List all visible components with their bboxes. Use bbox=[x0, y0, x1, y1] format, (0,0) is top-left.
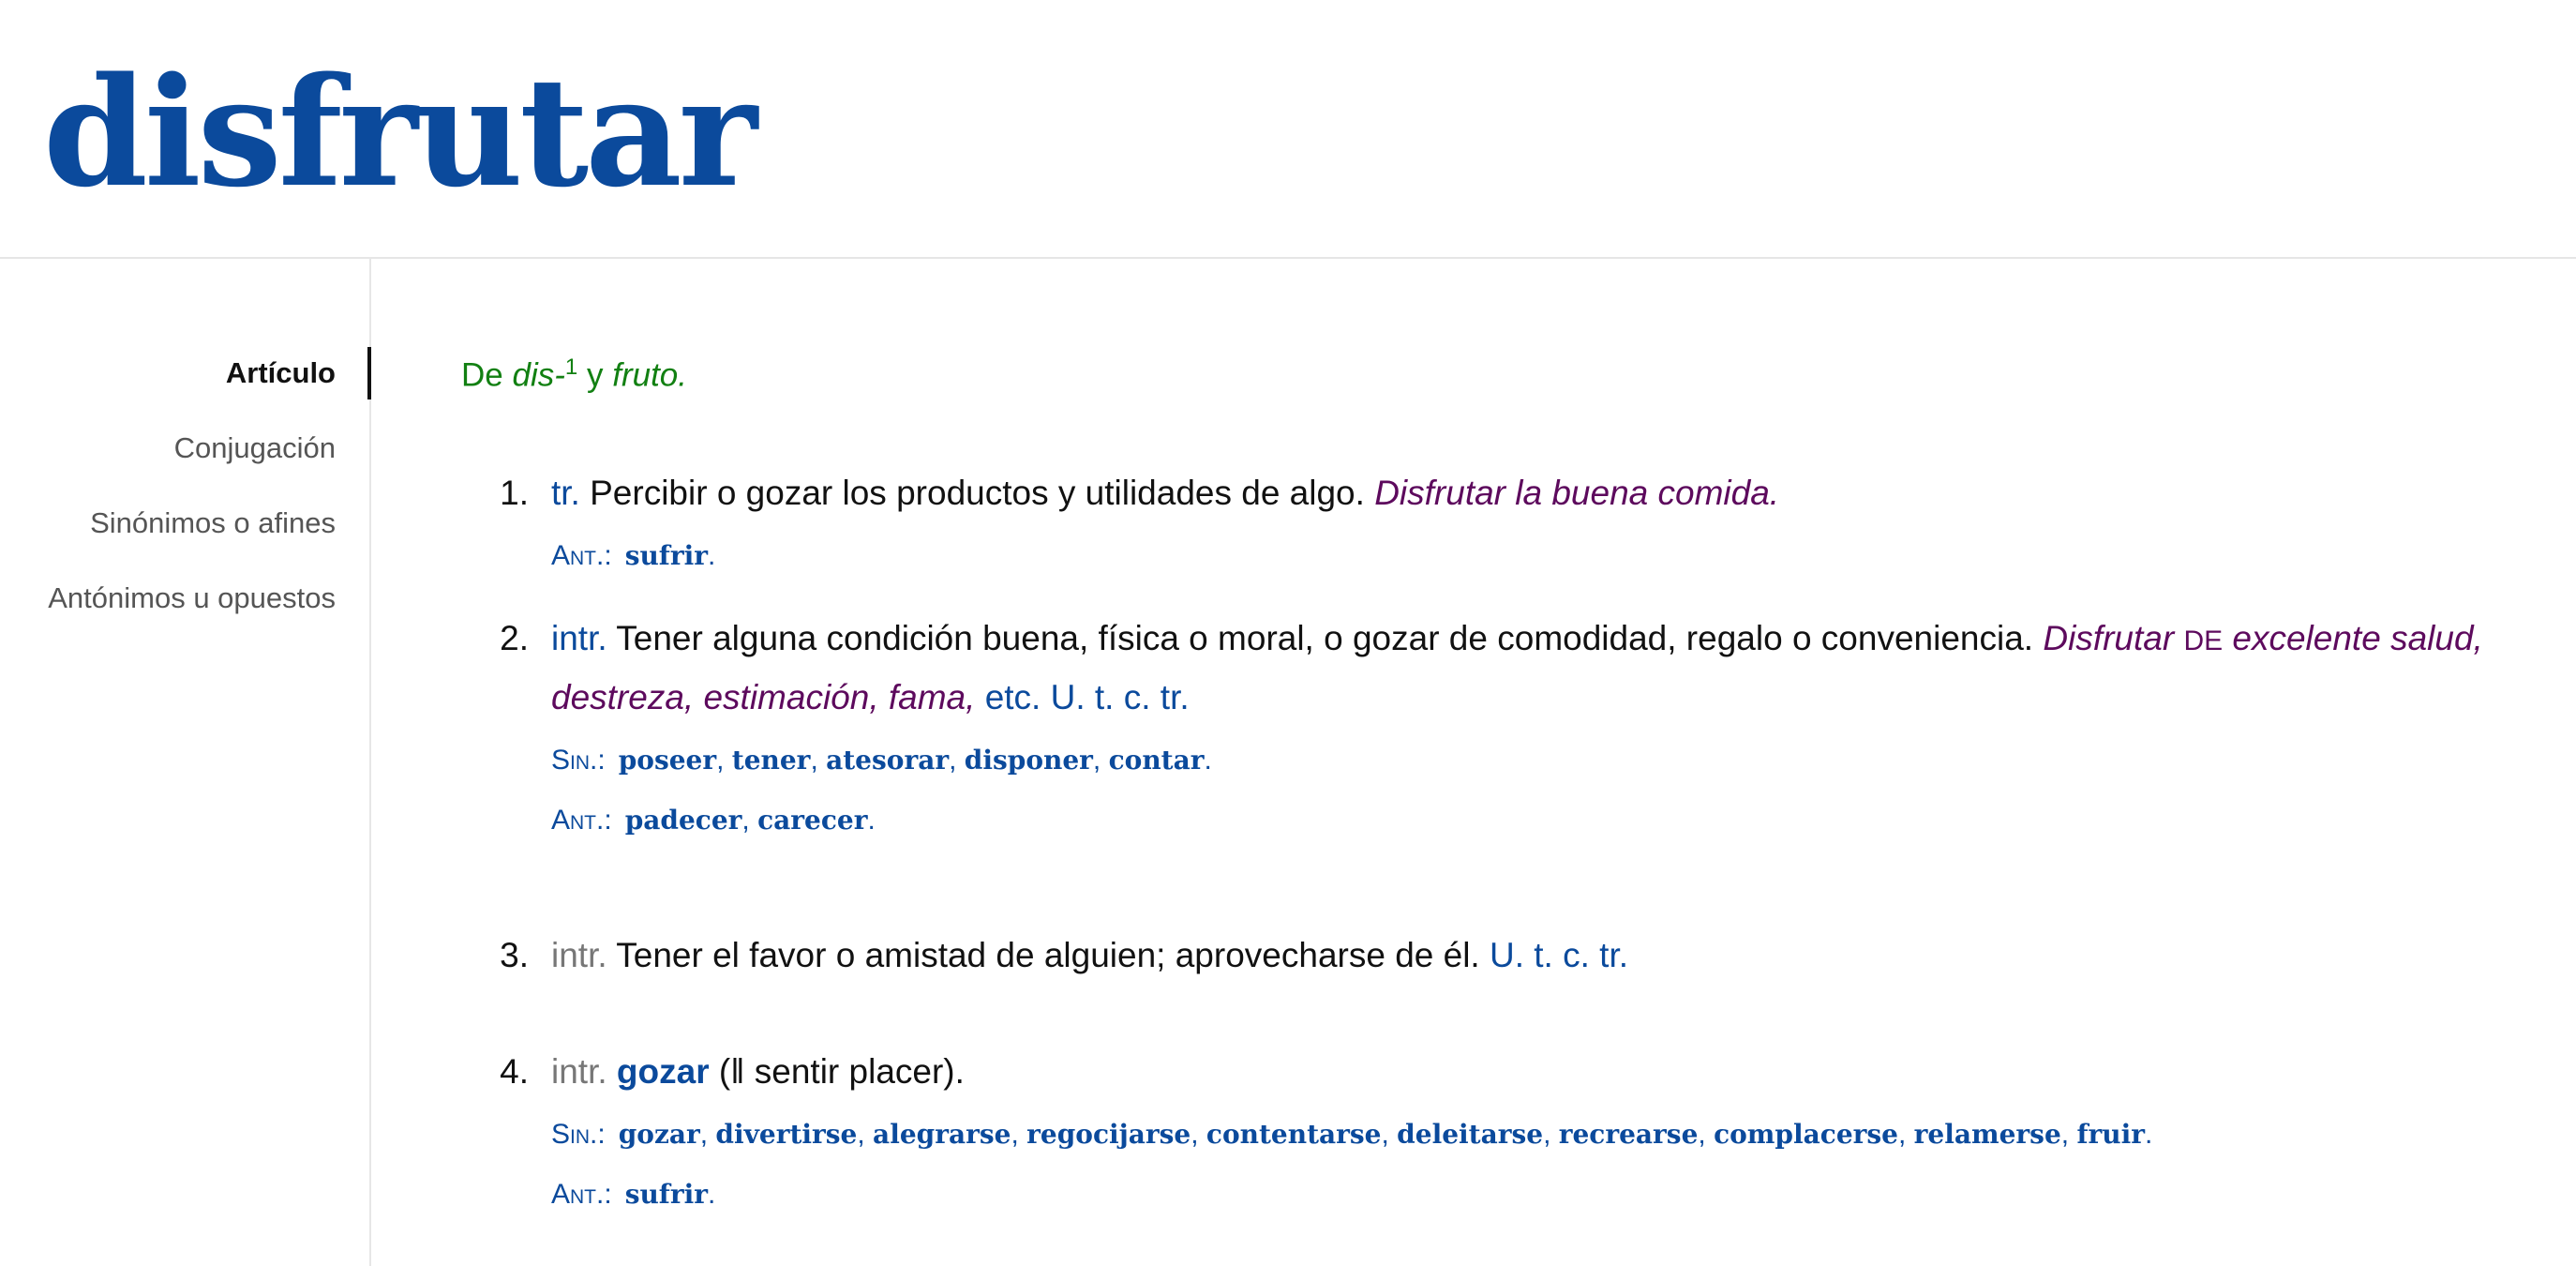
etymology-y: y bbox=[586, 356, 604, 394]
synonym-link[interactable]: tener bbox=[731, 745, 811, 776]
antonyms-row: Ant.: padecer, carecer. bbox=[551, 805, 876, 836]
definition-text bbox=[551, 1044, 2544, 1100]
synonym-link[interactable]: regocijarse bbox=[1026, 1119, 1191, 1150]
antonym-link[interactable]: sufrir bbox=[624, 1179, 708, 1210]
synonyms-row: Sin.: gozar, divertirse, alegrarse, regocijarse, contentarse, deleitarse, recrearse, complacerse, relamerse, fruir. bbox=[551, 1119, 2153, 1150]
synonym-link[interactable]: contar bbox=[1108, 745, 1205, 776]
grammar-abbr[interactable]: intr. bbox=[551, 936, 607, 974]
nav-item-sinonimos[interactable]: Sinónimos o afines bbox=[90, 506, 336, 539]
synonym-link[interactable]: atesorar bbox=[826, 745, 950, 776]
example: Disfrutar la buena comida. bbox=[1374, 474, 1780, 512]
entry-number: 3. bbox=[500, 936, 529, 974]
cross-reference-link[interactable]: gozar bbox=[616, 1052, 710, 1091]
usage-note[interactable]: etc. U. t. c. tr. bbox=[984, 678, 1190, 716]
example-small-caps: DE bbox=[2183, 625, 2224, 656]
synonym-link[interactable]: divertirse bbox=[715, 1119, 858, 1150]
synonym-link[interactable]: deleitarse bbox=[1397, 1119, 1544, 1150]
etymology-part2[interactable]: fruto. bbox=[612, 356, 687, 394]
definition-text bbox=[551, 927, 2544, 984]
definition-entry-4 bbox=[484, 1044, 2544, 1220]
antonyms-label: Ant.: bbox=[551, 540, 612, 571]
definition: Tener alguna condición buena, física o moral, o gozar de comodidad, regalo o conveniencia. bbox=[616, 619, 2034, 657]
definition: Percibir o gozar los productos y utilidades de algo. bbox=[590, 474, 1365, 512]
etymology-de: De bbox=[461, 356, 503, 394]
definition: (‖ sentir placer). bbox=[718, 1052, 965, 1091]
entry-title: disfrutar bbox=[43, 44, 755, 220]
definition-entry-2 bbox=[484, 610, 2544, 846]
main-layout bbox=[0, 259, 2576, 1266]
synonyms-label: Sin.: bbox=[551, 1119, 606, 1150]
entry-number: 4. bbox=[500, 1052, 529, 1091]
etymology bbox=[461, 354, 687, 395]
antonym-link[interactable]: sufrir bbox=[624, 540, 708, 571]
definition-text bbox=[551, 465, 2544, 521]
grammar-abbr[interactable]: intr. bbox=[551, 619, 607, 657]
definition: Tener el favor o amistad de alguien; aprovecharse de él. bbox=[616, 936, 1480, 974]
synonym-link[interactable]: disponer bbox=[964, 745, 1093, 776]
antonyms-label: Ant.: bbox=[551, 805, 612, 836]
antonyms-row: Ant.: sufrir. bbox=[551, 540, 716, 571]
etymology-superscript: 1 bbox=[564, 354, 578, 380]
definition-text bbox=[551, 610, 2544, 726]
nav-item-antonimos[interactable]: Antónimos u opuestos bbox=[48, 581, 336, 614]
antonyms-label: Ant.: bbox=[551, 1179, 612, 1210]
entry-number: 2. bbox=[500, 619, 529, 657]
synonyms-label: Sin.: bbox=[551, 745, 606, 776]
sidebar-nav bbox=[0, 259, 371, 1266]
article-content bbox=[371, 259, 2576, 1266]
etymology-part1[interactable]: dis- bbox=[512, 356, 565, 394]
nav-item-articulo[interactable]: Artículo bbox=[225, 356, 336, 389]
synonym-link[interactable]: relamerse bbox=[1913, 1119, 2061, 1150]
example-post: excelente salud, destreza, estimación, fama, bbox=[551, 619, 2483, 716]
header bbox=[0, 0, 2576, 259]
synonym-link[interactable]: complacerse bbox=[1714, 1119, 1898, 1150]
grammar-abbr[interactable]: tr. bbox=[551, 474, 580, 512]
synonym-link[interactable]: alegrarse bbox=[873, 1119, 1011, 1150]
antonym-link[interactable]: carecer bbox=[757, 805, 868, 836]
definition-entry-1 bbox=[484, 465, 2544, 581]
usage-note[interactable]: U. t. c. tr. bbox=[1490, 936, 1629, 974]
synonym-link[interactable]: gozar bbox=[618, 1119, 700, 1150]
definition-entry-3 bbox=[484, 927, 2544, 984]
synonym-link[interactable]: recrearse bbox=[1558, 1119, 1699, 1150]
synonym-link[interactable]: poseer bbox=[618, 745, 717, 776]
nav-item-conjugacion[interactable]: Conjugación bbox=[173, 431, 336, 464]
entry-number: 1. bbox=[500, 474, 529, 512]
synonym-link[interactable]: fruir bbox=[2076, 1119, 2145, 1150]
antonym-link[interactable]: padecer bbox=[624, 805, 742, 836]
synonym-link[interactable]: contentarse bbox=[1206, 1119, 1382, 1150]
antonyms-row: Ant.: sufrir. bbox=[551, 1179, 716, 1210]
synonyms-row: Sin.: poseer, tener, atesorar, disponer, contar. bbox=[551, 745, 1212, 776]
grammar-abbr[interactable]: intr. bbox=[551, 1052, 607, 1091]
example-pre: Disfrutar bbox=[2043, 619, 2175, 657]
